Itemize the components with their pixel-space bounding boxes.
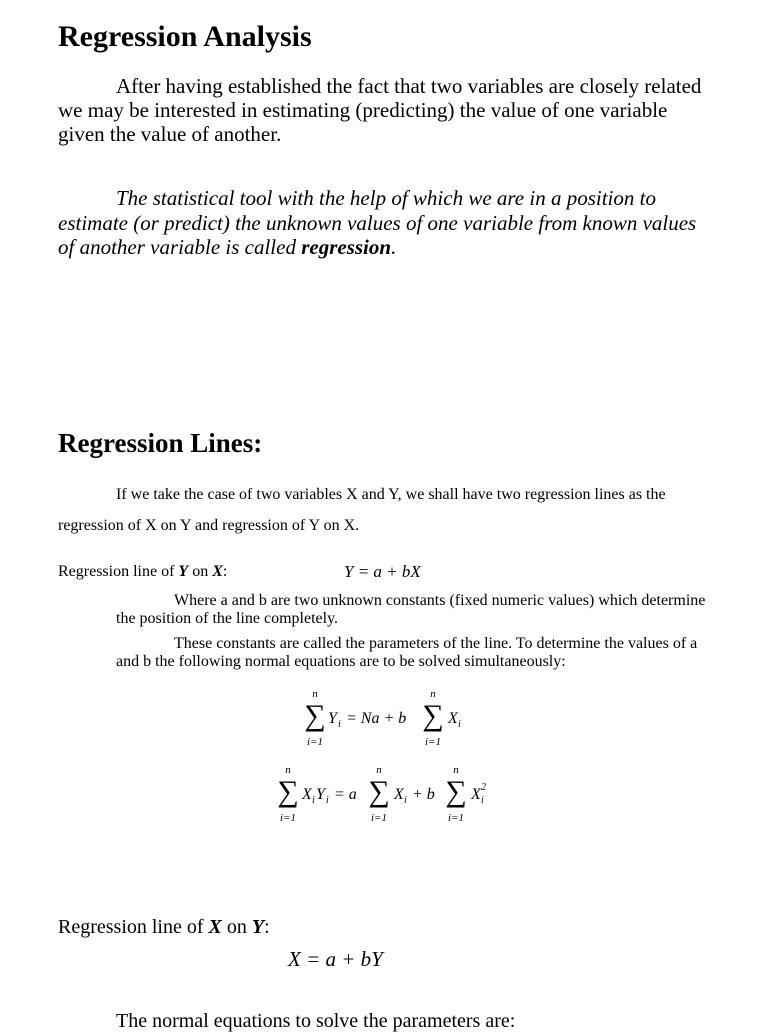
lhs-y-sub: i [326, 795, 329, 806]
rhs-a: = Na + b [346, 710, 407, 727]
parameters-paragraph [116, 635, 716, 671]
parameters-text: These constants are called the parameters of the line. To determine the values of a and b the following normal equations are to be solved simultaneously: [116, 635, 698, 670]
section-heading: Regression Lines: [58, 428, 263, 458]
rhs-term: X [448, 710, 458, 727]
definition-term: regression [301, 235, 392, 259]
label-suffix: : [264, 916, 270, 938]
sum1-upper: n [312, 688, 318, 700]
sum3-upper: n [453, 764, 459, 776]
label-var2: X [212, 563, 223, 580]
definition-paragraph [58, 186, 708, 260]
normal-equation-2 [270, 762, 500, 826]
term2: X [471, 786, 481, 803]
sum3-lower: i=1 [448, 812, 464, 824]
rhs-sub: i [458, 719, 461, 730]
label-var2: Y [251, 916, 265, 938]
sum2-lower: i=1 [425, 736, 441, 748]
lhs-x-sub: i [312, 795, 315, 806]
label-prefix: Regression line of [58, 916, 209, 938]
intro-text: After having established the fact that two variables are closely related we may be interested in estimating (predicting) the value of one variable given the value of another. [58, 74, 702, 146]
eq-a: = a [334, 786, 357, 803]
regression-lines-paragraph [58, 479, 708, 541]
constants-paragraph [116, 592, 716, 628]
lhs-x: X [302, 786, 312, 803]
label-var1: X [208, 916, 222, 938]
label-y-on-x [58, 563, 227, 581]
sigma-icon: ∑ [445, 775, 467, 808]
lhs-y: Y [316, 786, 325, 803]
label-middle: on [221, 916, 252, 938]
constants-text: Where a and b are two unknown constants (fixed numeric values) which determine the position of the line completely. [116, 592, 706, 627]
normal-equation-1 [296, 686, 476, 750]
normal-equations-intro: The normal equations to solve the parameters are: [116, 1010, 516, 1032]
term2-sup: 2 [481, 782, 486, 793]
label-middle: on [188, 563, 213, 580]
sum2-upper: n [376, 764, 382, 776]
sigma-icon: ∑ [277, 775, 299, 808]
intro-paragraph [58, 74, 708, 146]
regression-lines-text: If we take the case of two variables X and Y, we shall have two regression lines as the regression of X on Y and regression of Y on X. [58, 486, 666, 534]
sigma-icon: ∑ [422, 699, 444, 732]
equation-y-on-x: Y = a + bX [344, 562, 421, 581]
term2-sub: i [481, 795, 484, 806]
lhs-term: Y [328, 710, 337, 727]
label-suffix: : [222, 563, 228, 580]
sum2-upper: n [430, 688, 436, 700]
lhs-sub: i [338, 719, 341, 730]
label-x-on-y [58, 916, 270, 939]
sum1-upper: n [285, 764, 291, 776]
definition-end: . [391, 235, 397, 259]
label-prefix: Regression line of [58, 563, 179, 580]
definition-text: The statistical tool with the help of which we are in a position to estimate (or predict) the unknown values of one variable from known values of another variable is called [58, 186, 697, 259]
equation-x-on-y: X = a + bY [288, 947, 383, 971]
sigma-icon: ∑ [368, 775, 390, 808]
sum2-lower: i=1 [371, 812, 387, 824]
sigma-icon: ∑ [304, 699, 326, 732]
plus-b: + b [412, 786, 435, 803]
term1: X [394, 786, 404, 803]
sum1-lower: i=1 [280, 812, 296, 824]
page-title: Regression Analysis [58, 20, 312, 53]
sum1-lower: i=1 [307, 736, 323, 748]
label-var1: Y [178, 563, 189, 580]
term1-sub: i [404, 795, 407, 806]
